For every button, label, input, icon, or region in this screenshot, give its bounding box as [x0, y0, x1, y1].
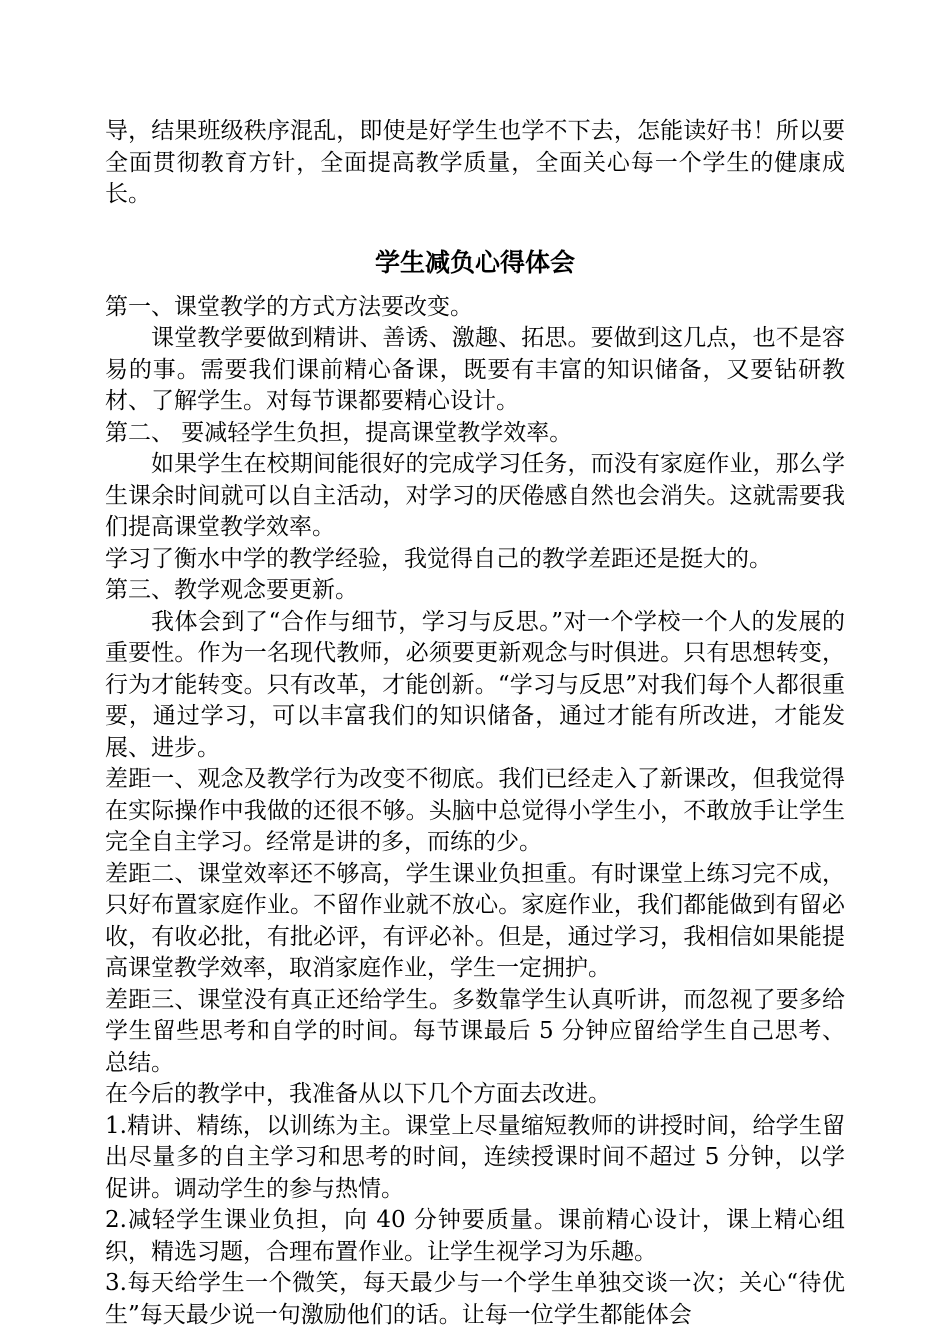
gap-paragraph-3: 差距三、课堂没有真正还给学生。多数靠学生认真听讲，而忽视了要多给学生留些思考和自学的时间。每节课最后 5 分钟应留给学生自己思考、总结。 — [105, 986, 845, 1076]
body-paragraph-3: 学习了衡水中学的教学经验，我觉得自己的教学差距还是挺大的。 — [105, 545, 772, 572]
document-title: 学生减负心得体会 — [374, 247, 575, 277]
document-body — [105, 116, 845, 1331]
improvement-item-3: 3.每天给学生一个微笑，每天最少与一个学生单独交谈一次；关心“待优生”每天最少说一句激励他们的话。让每一位学生都能体会 — [105, 1270, 845, 1328]
body-paragraph-1: 课堂教学要做到精讲、善诱、激趣、拓思。要做到这几点，也不是容易的事。需要我们课前精心备课，既要有丰富的知识储备，又要钻研教材、了解学生。对每节课都要精心设计。 — [105, 325, 845, 414]
body-paragraph-2: 如果学生在校期间能很好的完成学习任务，而没有家庭作业，那么学生课余时间就可以自主活动，对学习的厌倦感自然也会消失。这就需要我们提高课堂教学效率。 — [105, 451, 845, 540]
improvement-item-2: 2.减轻学生课业负担，向 40 分钟要质量。课前精心设计，课上精心组织，精选习题，合理布置作业。让学生视学习为乐趣。 — [105, 1207, 845, 1265]
section-heading-1: 第一、课堂教学的方式方法要改变。 — [105, 293, 473, 320]
improvement-intro: 在今后的教学中，我准备从以下几个方面去改进。 — [105, 1081, 611, 1107]
improvement-item-1: 1.精讲、精练，以训练为主。课堂上尽量缩短教师的讲授时间，给学生留出尽量多的自主学习和思考的时间，连续授课时间不超过 5 分钟，以学促讲。调动学生的参与热情。 — [105, 1112, 845, 1202]
gap-paragraph-1: 差距一、观念及教学行为改变不彻底。我们已经走入了新课改，但我觉得在实际操作中我做的还很不够。头脑中总觉得小学生小，不敢放手让学生完全自主学习。经常是讲的多，而练的少。 — [105, 766, 845, 855]
gap-paragraph-2: 差距二、课堂效率还不够高，学生课业负担重。有时课堂上练习完不成，只好布置家庭作业。不留作业就不放心。家庭作业，我们都能做到有留必收，有收必批，有批必评，有评必补。但是，通过学习，我相信如果能提高课堂教学效率，取消家庭作业，学生一定拥护。 — [105, 860, 845, 981]
section-heading-2: 第二、 要减轻学生负担，提高课堂教学效率。 — [105, 419, 573, 446]
body-paragraph-4: 我体会到了“合作与细节，学习与反思。”对一个学校一个人的发展的重要性。作为一名现代教师，必须要更新观念与时俱进。只有思想转变，行为才能转变。只有改革，才能创新。“学习与反思”对我们每个人都很重要，通过学习，可以丰富我们的知识储备，通过才能有所改进，才能发展、进步。 — [105, 608, 845, 761]
intro-paragraph: 导，结果班级秩序混乱，即使是好学生也学不下去，怎能读好书！所以要全面贯彻教育方针，全面提高教学质量，全面关心每一个学生的健康成长。 — [105, 118, 845, 207]
section-heading-3: 第三、教学观念要更新。 — [105, 577, 358, 603]
